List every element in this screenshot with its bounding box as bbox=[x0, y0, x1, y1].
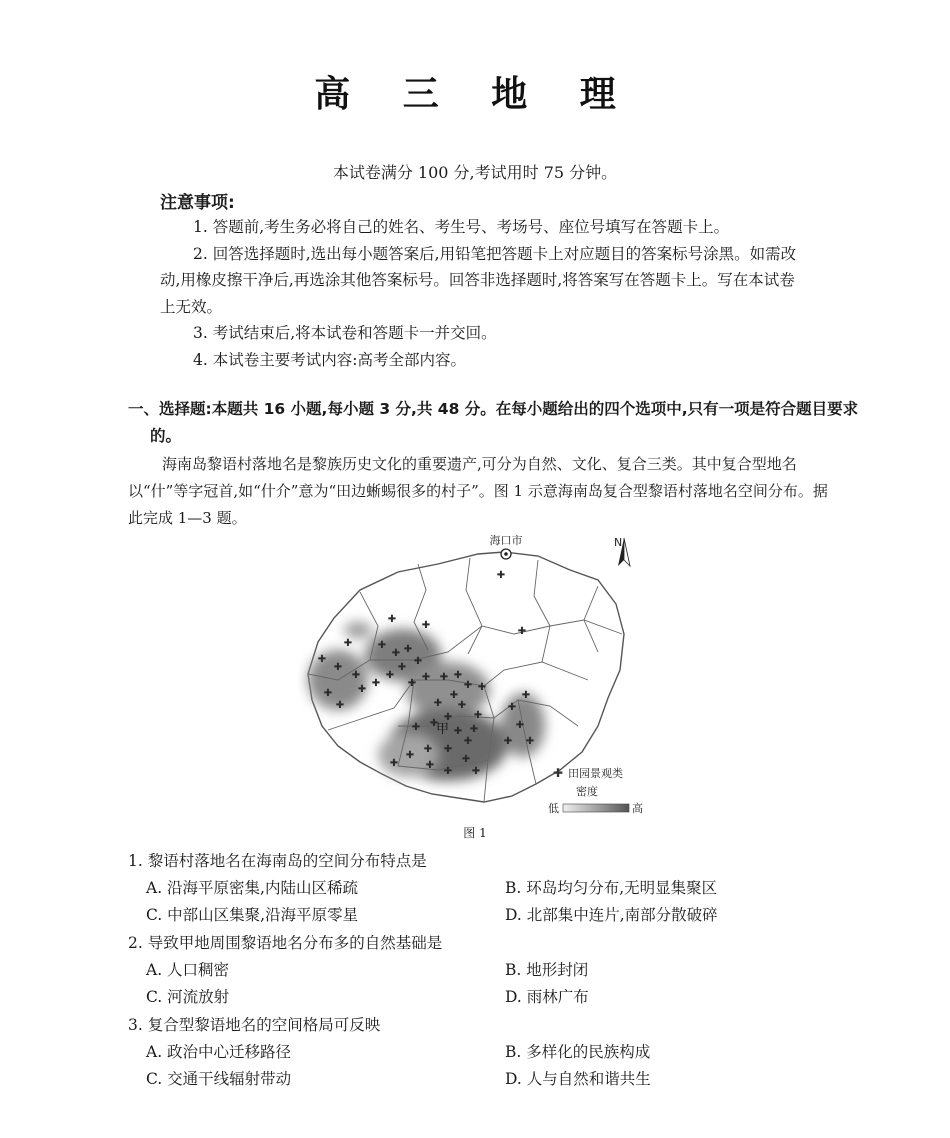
question-3-stem: 3. 复合型黎语地名的空间格局可反映 bbox=[128, 1016, 381, 1034]
village-marker-icon: ✚ bbox=[387, 614, 397, 625]
notice-item-4: 4. 本试卷主要考试内容:高考全部内容。 bbox=[193, 350, 466, 369]
village-marker-icon: ✚ bbox=[461, 754, 471, 765]
q2-option-b: B. 地形封闭 bbox=[505, 961, 589, 979]
village-marker-icon: ✚ bbox=[477, 682, 487, 693]
village-marker-icon: ✚ bbox=[443, 712, 453, 723]
q3-option-a: A. 政治中心迁移路径 bbox=[146, 1043, 292, 1061]
village-marker-icon: ✚ bbox=[421, 672, 431, 683]
q1-option-c: C. 中部山区集聚,沿海平原零星 bbox=[146, 906, 359, 924]
village-marker-icon: ✚ bbox=[439, 672, 449, 683]
notice-list bbox=[160, 214, 800, 373]
hainan-map-figure bbox=[298, 530, 650, 820]
village-marker-icon: ✚ bbox=[413, 656, 423, 667]
village-marker-icon: ✚ bbox=[433, 698, 443, 709]
q2-option-a: A. 人口稠密 bbox=[146, 961, 230, 979]
village-marker-icon: ✚ bbox=[429, 718, 439, 729]
legend-density-bar bbox=[563, 804, 629, 812]
notice-item-1: 1. 答题前,考生务必将自己的姓名、考生号、考场号、座位号填写在答题卡上。 bbox=[193, 218, 730, 236]
village-marker-icon: ✚ bbox=[389, 758, 399, 769]
haikou-label: 海口市 bbox=[489, 534, 523, 547]
notice-item-2: 2. 回答选择题时,选出每小题答案后,用铅笔把答题卡上对应题目的答案标号涂黑。如需改动,用橡皮擦干净后,再选涂其他答案标号。回答非选择题时,将答案写在答题卡上。写在本试卷上无效。 bbox=[160, 244, 797, 316]
legend-density-title: 密度 bbox=[576, 785, 598, 798]
village-marker-icon: ✚ bbox=[496, 570, 506, 581]
village-marker-icon: ✚ bbox=[421, 620, 431, 631]
village-marker-icon: ✚ bbox=[457, 700, 467, 711]
village-marker-icon: ✚ bbox=[391, 648, 401, 659]
legend-high-label: 高 bbox=[632, 802, 643, 815]
village-marker-icon: ✚ bbox=[357, 684, 367, 695]
page-title: 高 三 地 理 bbox=[314, 74, 636, 115]
village-marker-icon: ✚ bbox=[343, 638, 353, 649]
village-marker-icon: ✚ bbox=[503, 736, 513, 747]
q3-option-c: C. 交通干线辐射带动 bbox=[146, 1070, 292, 1088]
village-marker-icon: ✚ bbox=[407, 678, 417, 689]
village-marker-icon: ✚ bbox=[377, 640, 387, 651]
village-marker-icon: ✚ bbox=[521, 690, 531, 701]
village-marker-icon: ✚ bbox=[405, 750, 415, 761]
village-marker-icon: ✚ bbox=[443, 766, 453, 777]
village-marker-icon: ✚ bbox=[515, 720, 525, 731]
exam-info: 本试卷满分 100 分,考试用时 75 分钟。 bbox=[332, 163, 618, 182]
material-intro: 海南岛黎语村落地名是黎族历史文化的重要遗产,可分为自然、文化、复合三类。其中复合型地名以“什”等字冠首,如“什介”意为“田边蜥蜴很多的村子”。图 1 示意海南岛复合型黎语村落地名空间分布。据此完成 1—3 题。 bbox=[128, 455, 828, 527]
q2-option-d: D. 雨林广布 bbox=[505, 988, 589, 1006]
village-marker-icon: ✚ bbox=[453, 670, 463, 681]
village-marker-icon: ✚ bbox=[525, 736, 535, 747]
q1-option-d: D. 北部集中连片,南部分散破碎 bbox=[505, 906, 718, 924]
village-marker-icon: ✚ bbox=[385, 670, 395, 681]
question-2-stem: 2. 导致甲地周围黎语地名分布多的自然基础是 bbox=[128, 934, 443, 952]
village-marker-icon: ✚ bbox=[423, 744, 433, 755]
village-marker-icon: ✚ bbox=[449, 690, 459, 701]
legend-marker-icon: ✚ bbox=[553, 766, 564, 780]
village-marker-icon: ✚ bbox=[453, 726, 463, 737]
village-marker-icon: ✚ bbox=[333, 662, 343, 673]
section-heading: 一、选择题:本题共 16 小题,每小题 3 分,共 48 分。在每小题给出的四个选项中,只有一项是符合题目要求的。 bbox=[128, 400, 859, 445]
q3-option-b: B. 多样化的民族构成 bbox=[505, 1043, 651, 1061]
q1-option-a: A. 沿海平原密集,内陆山区稀疏 bbox=[146, 879, 358, 897]
q1-option-b: B. 环岛均匀分布,无明显集聚区 bbox=[505, 879, 718, 897]
legend-low-label: 低 bbox=[548, 802, 559, 815]
village-marker-icon: ✚ bbox=[463, 736, 473, 747]
village-marker-icon: ✚ bbox=[471, 766, 481, 777]
notice-heading: 注意事项: bbox=[160, 193, 235, 213]
q2-option-c: C. 河流放射 bbox=[146, 988, 230, 1006]
village-marker-icon: ✚ bbox=[351, 670, 361, 681]
north-label: N bbox=[614, 536, 623, 549]
region-jia-label: 甲 bbox=[436, 722, 450, 737]
village-marker-icon: ✚ bbox=[473, 710, 483, 721]
q3-option-d: D. 人与自然和谐共生 bbox=[505, 1070, 651, 1088]
village-marker-icon: ✚ bbox=[397, 662, 407, 673]
village-marker-icon: ✚ bbox=[335, 700, 345, 711]
village-marker-icon: ✚ bbox=[463, 680, 473, 691]
village-marker-icon: ✚ bbox=[411, 722, 421, 733]
village-marker-icon: ✚ bbox=[425, 760, 435, 771]
village-marker-icon: ✚ bbox=[403, 644, 413, 655]
figure-caption: 图 1 bbox=[463, 826, 487, 840]
village-marker-icon: ✚ bbox=[443, 744, 453, 755]
question-1-stem: 1. 黎语村落地名在海南岛的空间分布特点是 bbox=[128, 852, 427, 870]
legend-symbol-label: 田园景观类 bbox=[568, 767, 623, 780]
village-marker-icon: ✚ bbox=[371, 678, 381, 689]
village-marker-icon: ✚ bbox=[323, 688, 333, 699]
village-marker-icon: ✚ bbox=[469, 724, 479, 735]
village-marker-icon: ✚ bbox=[317, 654, 327, 665]
village-marker-icon: ✚ bbox=[517, 626, 527, 637]
village-marker-icon: ✚ bbox=[507, 702, 517, 713]
notice-item-3: 3. 考试结束后,将本试卷和答题卡一并交回。 bbox=[193, 324, 497, 342]
